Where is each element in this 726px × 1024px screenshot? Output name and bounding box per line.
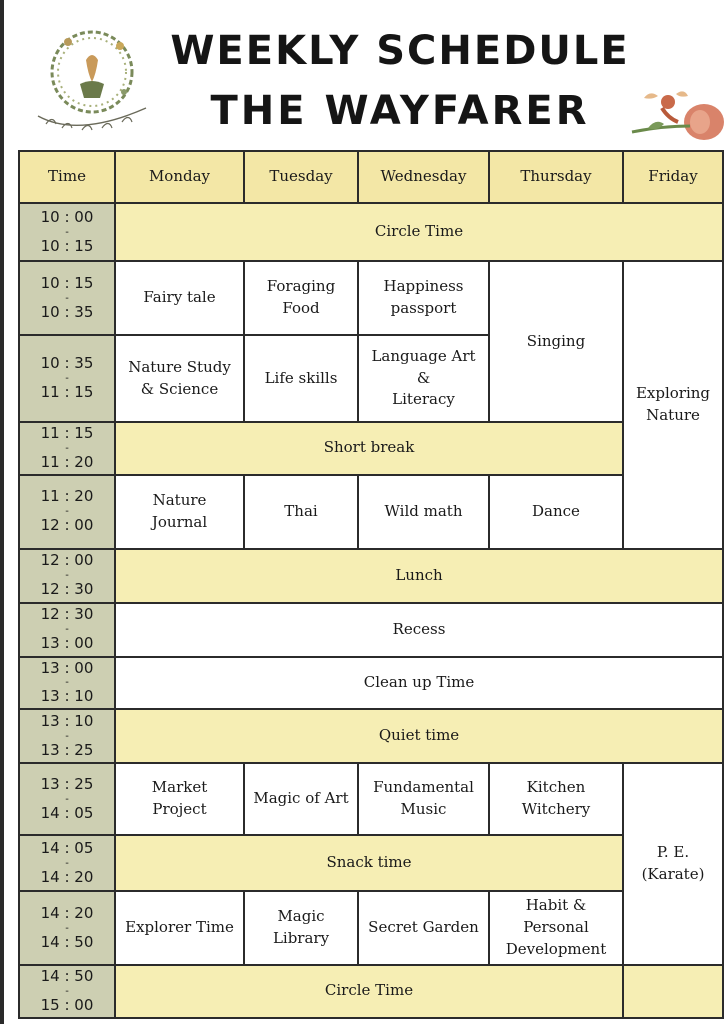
time-dash: -	[65, 793, 69, 805]
activity-line: Exploring	[635, 384, 711, 402]
activity-market-project	[115, 763, 244, 835]
activity-short-break: Short break	[115, 422, 623, 475]
time-start: 12 : 30	[40, 605, 94, 624]
activity-exploring-nature	[623, 261, 723, 549]
activity-singing: Singing	[489, 261, 623, 422]
activity-line: &	[416, 368, 431, 387]
activity-line: Journal	[151, 512, 208, 531]
activity-secret-garden: Secret Garden	[358, 891, 489, 965]
time-cell	[19, 965, 115, 1018]
activity-line: Nature	[646, 405, 700, 424]
column-header-monday: Monday	[115, 151, 244, 203]
column-header-tuesday: Tuesday	[244, 151, 358, 203]
table-row	[19, 203, 723, 261]
friday-empty-cell	[623, 965, 723, 1018]
activity-line: Nature	[152, 490, 207, 509]
activity-lunch: Lunch	[115, 549, 723, 603]
time-dash: -	[65, 985, 69, 997]
activity-line: & Science	[140, 379, 219, 398]
time-start: 12 : 00	[40, 551, 94, 570]
time-end: 12 : 00	[40, 516, 94, 534]
activity-line: passport	[390, 299, 457, 317]
activity-life-skills: Life skills	[244, 335, 358, 422]
activity-line: Fundamental	[373, 778, 474, 797]
time-end: 11 : 20	[40, 452, 94, 471]
activity-kitchen-witchery	[489, 763, 623, 835]
activity-line: Music	[400, 800, 447, 818]
time-end: 10 : 15	[40, 236, 94, 255]
time-cell	[19, 549, 115, 603]
activity-line: Language Art	[371, 346, 476, 365]
time-start: 10 : 35	[40, 354, 94, 373]
time-end: 14 : 20	[40, 867, 94, 886]
time-start: 13 : 00	[40, 658, 94, 677]
activity-line: Magic	[277, 907, 325, 926]
table-row	[19, 475, 723, 549]
table-row	[19, 835, 723, 891]
time-cell	[19, 891, 115, 965]
activity-line: Personal	[523, 918, 589, 937]
time-dash: -	[65, 373, 69, 384]
table-row	[19, 261, 723, 335]
table-row	[19, 657, 723, 710]
time-cell	[19, 335, 115, 422]
time-start: 13 : 25	[40, 774, 94, 793]
time-cell	[19, 203, 115, 261]
time-cell	[19, 603, 115, 657]
activity-line: Witchery	[521, 800, 591, 818]
time-cell	[19, 261, 115, 335]
time-end: 13 : 00	[40, 634, 94, 652]
time-end: 14 : 05	[40, 803, 94, 822]
time-cell	[19, 835, 115, 891]
activity-magic-of-art: Magic of Art	[244, 763, 358, 835]
column-header-wednesday: Wednesday	[358, 151, 489, 203]
activity-circle-time: Circle Time	[115, 203, 723, 261]
activity-line: Development	[505, 939, 607, 958]
activity-dance: Dance	[489, 475, 623, 549]
activity-line: Kitchen	[526, 778, 586, 797]
activity-line: Market	[151, 778, 208, 797]
activity-line: Happiness	[383, 277, 464, 296]
time-dash: -	[65, 506, 69, 517]
schedule-table	[18, 150, 724, 1019]
time-cell	[19, 763, 115, 835]
fairy-flower-illustration	[628, 88, 726, 146]
activity-line: Foraging	[266, 277, 336, 296]
column-header-thursday: Thursday	[489, 151, 623, 203]
table-row	[19, 965, 723, 1018]
school-logo	[28, 20, 156, 138]
title-weekly-schedule: WEEKLY SCHEDULE	[170, 28, 630, 74]
column-header-time: Time	[19, 151, 115, 203]
time-end: 13 : 25	[40, 740, 94, 759]
activity-happiness-passport	[358, 261, 489, 335]
column-header-friday: Friday	[623, 151, 723, 203]
time-start: 10 : 15	[40, 273, 94, 292]
time-dash: -	[65, 570, 69, 581]
time-end: 13 : 10	[40, 687, 94, 706]
time-start: 11 : 15	[40, 424, 94, 442]
time-start: 11 : 20	[40, 487, 94, 506]
activity-quiet-time: Quiet time	[115, 709, 723, 763]
time-end: 11 : 15	[40, 383, 94, 401]
time-end: 14 : 50	[40, 932, 94, 951]
time-end: 10 : 35	[40, 302, 94, 321]
activity-line: P. E.	[656, 843, 690, 862]
time-cell	[19, 657, 115, 710]
header-row	[19, 151, 723, 203]
activity-fairy-tale: Fairy tale	[115, 261, 244, 335]
activity-nature-journal	[115, 475, 244, 549]
activity-fundamental-music	[358, 763, 489, 835]
activity-habit-development	[489, 891, 623, 965]
time-start: 14 : 50	[40, 967, 94, 985]
time-dash: -	[65, 226, 69, 238]
activity-snack-time: Snack time	[115, 835, 623, 891]
time-dash: -	[65, 292, 69, 304]
activity-pe-karate	[623, 763, 723, 965]
page-left-edge	[0, 0, 4, 1024]
table-row	[19, 603, 723, 657]
activity-language-art	[358, 335, 489, 422]
table-row	[19, 422, 723, 475]
table-row	[19, 891, 723, 965]
title-the-wayfarer: THE WAYFARER	[210, 88, 590, 134]
time-start: 10 : 00	[40, 207, 94, 226]
time-start: 14 : 05	[40, 838, 94, 857]
table-row	[19, 549, 723, 603]
activity-line: Nature Study	[128, 357, 231, 376]
activity-magic-library	[244, 891, 358, 965]
time-end: 15 : 00	[40, 995, 94, 1014]
time-dash: -	[65, 857, 69, 869]
time-end: 12 : 30	[40, 580, 94, 598]
activity-explorer-time: Explorer Time	[115, 891, 244, 965]
activity-recess: Recess	[115, 603, 723, 657]
time-dash: -	[65, 624, 69, 635]
time-dash: -	[65, 922, 69, 934]
activity-line: Habit &	[525, 896, 587, 915]
time-dash: -	[65, 442, 69, 454]
activity-line: Project	[152, 800, 207, 818]
table-row	[19, 763, 723, 835]
activity-line: Literacy	[392, 390, 455, 409]
activity-foraging-food	[244, 261, 358, 335]
activity-line: Food	[282, 299, 320, 317]
table-row	[19, 709, 723, 763]
time-start: 13 : 10	[40, 711, 94, 730]
time-cell	[19, 475, 115, 549]
time-dash: -	[65, 677, 69, 689]
time-cell	[19, 709, 115, 763]
activity-line: Library	[272, 929, 330, 947]
activity-thai: Thai	[244, 475, 358, 549]
activity-clean-up-time: Clean up Time	[115, 657, 723, 710]
time-cell	[19, 422, 115, 475]
time-dash: -	[65, 730, 69, 742]
time-start: 14 : 20	[40, 903, 94, 922]
activity-line: (Karate)	[641, 865, 705, 883]
activity-wild-math: Wild math	[358, 475, 489, 549]
activity-circle-time-end: Circle Time	[115, 965, 623, 1018]
activity-nature-study	[115, 335, 244, 422]
